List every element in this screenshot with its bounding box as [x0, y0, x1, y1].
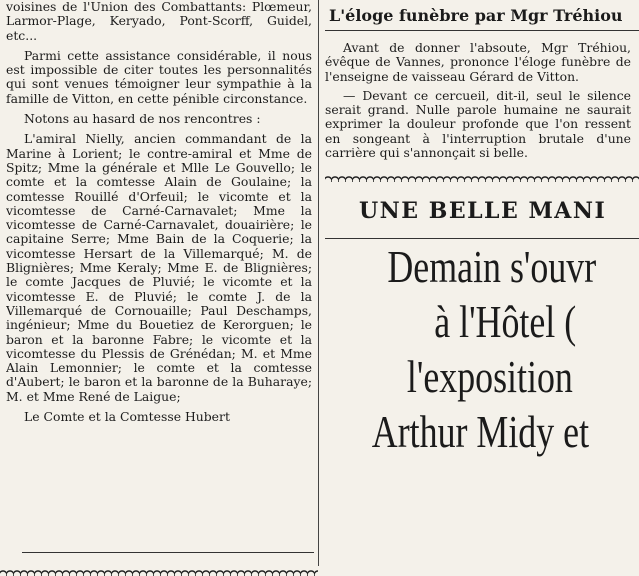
- article-paragraph: Parmi cette assistance considérable, il nous est impossible de citer toutes les personnalités qui sont venues témoigner leur sympathie à la famille de Vitton, en cette pénible circonstance.: [6, 47, 312, 106]
- article-paragraph: voisines de l'Union des Combattants: Plœmeur, Larmor-Plage, Keryado, Pont-Scorff, Guidel, etc...: [6, 0, 312, 43]
- article-left-column: [6, 0, 312, 566]
- column-divider: [318, 0, 319, 566]
- section-heading: UNE BELLE MANI: [359, 198, 607, 225]
- article-right-column: [325, 0, 639, 576]
- decorative-wavy-rule: [325, 172, 639, 182]
- article-paragraph: Le Comte et la Comtesse Hubert: [24, 409, 230, 425]
- article-paragraph: L'amiral Nielly, ancien commandant de la Marine à Lorient; le contre-amiral et Mme de Spitz; Mme la générale et Mlle Le Gouvello; le comte et la comtesse Alain de Goulaine; la comtesse Rouillé d'Orfeuil; le vicomte et la vicomtesse de Carné-Carnavalet; Mme la vicomtesse de Carné-Carnavalet, douairière; le capitaine Serre; Mme Bain de la Coquerie; la vicomtesse Hersart de la Villemarqué; M. de Blignières; Mme Keraly; Mme E. de Blignières; le comte Jacques de Pluvié; le vicomte et la vicomtesse E. de Pluvié; le comte J. de la Villemarqué de Cornouaille; Paul Deschamps, ingénieur; Mme du Bouetiez de Kerorguen; le baron et la baronne Fabre; le vicomte et la vicomtesse du Plessis de Grénédan; M. et Mme Alain Lemonnier; le comte et la comtesse d'Aubert; le baron et la baronne de la Buharaye; M. et Mme René de Laigue;: [6, 131, 312, 404]
- headline-line: l'exposition: [406, 351, 573, 403]
- decorative-wavy-rule: [0, 566, 318, 576]
- headline-line: à l'Hôtel (: [434, 296, 577, 348]
- headline-line: Demain s'ouvr: [387, 241, 597, 293]
- heading-rule: [325, 30, 639, 31]
- eloge-body: [325, 41, 631, 160]
- bottom-rule: [22, 552, 314, 553]
- article-paragraph: — Devant ce cercueil, dit-il, seul le silence serait grand. Nulle parole humaine ne saurait exprimer la douleur profonde que l'on ressent en songeant à l'interruption brutale d'une carrière qui s'annonçait si belle.: [325, 87, 631, 161]
- article-paragraph: Avant de donner l'absoute, Mgr Tréhiou, évêque de Vannes, prononce l'éloge funèbre de l'enseigne de vaisseau Gérard de Vitton.: [325, 40, 631, 84]
- headline-block: [325, 239, 597, 459]
- headline-line: Arthur Midy et: [371, 406, 590, 458]
- article-paragraph: Notons au hasard de nos rencontres :: [24, 111, 261, 127]
- eloge-heading: L'éloge funèbre par Mgr Tréhiou: [329, 6, 623, 25]
